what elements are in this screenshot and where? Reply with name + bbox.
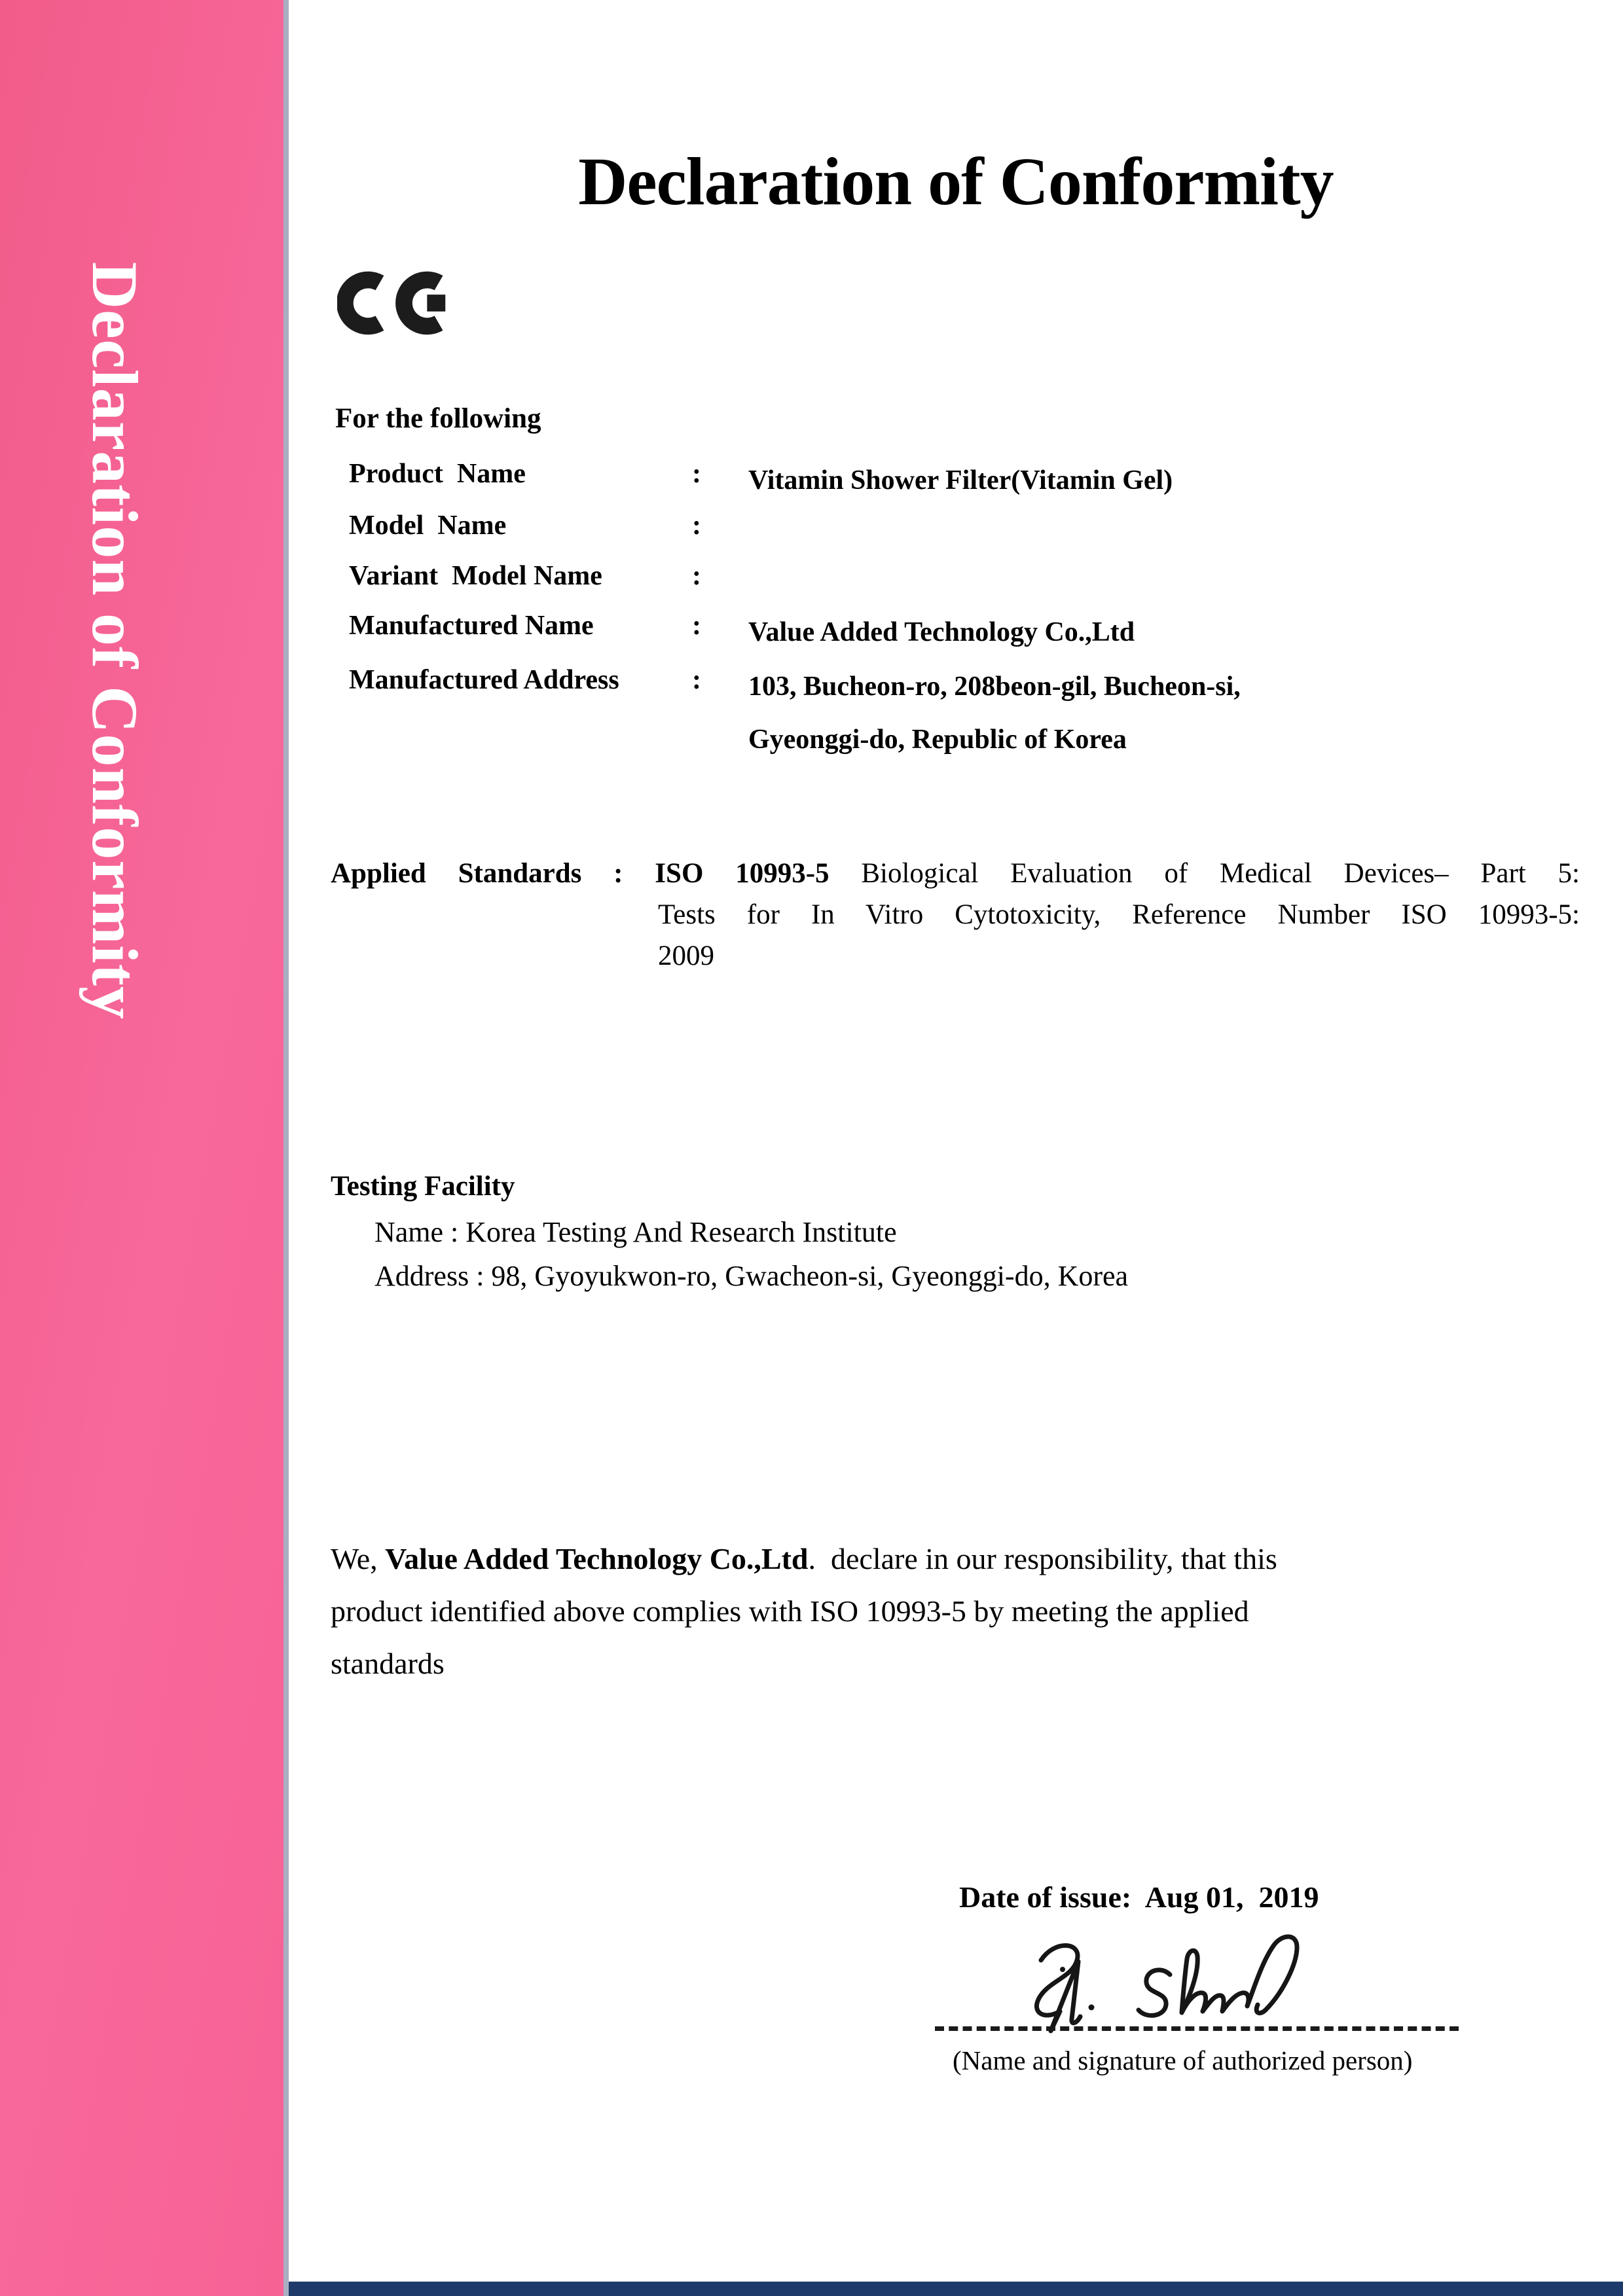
declaration-line2: product identified above complies with ISO 10993-5 by meeting the applied: [331, 1594, 1249, 1628]
applied-standards-bold: Applied Standards : ISO 10993-5: [331, 858, 830, 889]
field-row-model-name: [349, 510, 748, 541]
date-of-issue: Date of issue: Aug 01, 2019: [959, 1880, 1319, 1914]
field-label: Model Name: [349, 511, 507, 541]
page-title: Declaration of Conformity: [578, 144, 1334, 219]
declaration-line1-rest: . declare in our responsibility, that this: [808, 1542, 1277, 1575]
field-colon: :: [692, 561, 701, 591]
applied-standards-line2: Tests for In Vitro Cytotoxicity, Reference Number ISO 10993-5:: [658, 899, 1580, 930]
field-row-manufactured-address: [349, 664, 1241, 766]
signature-caption: (Name and signature of authorized person): [953, 2045, 1413, 2075]
field-value: Value Added Technology Co.,Ltd: [748, 617, 1135, 647]
sidebar-divider: [283, 0, 289, 2296]
field-label: Variant Model Name: [349, 561, 602, 591]
applied-standards-line1: [331, 853, 1580, 894]
field-value: [748, 660, 1241, 766]
sidebar-vertical-title: Declaration of Conformity: [79, 262, 151, 1020]
testing-facility-heading: Testing Facility: [331, 1171, 515, 1202]
field-value: Vitamin Shower Filter(Vitamin Gel): [748, 465, 1173, 495]
testing-facility-name-line: Name : Korea Testing And Research Institute: [374, 1216, 897, 1248]
declaration-line3: standards: [331, 1647, 445, 1680]
field-colon: :: [692, 511, 701, 541]
field-row-product-name: [349, 458, 1173, 507]
signature-line: [935, 2026, 1459, 2031]
field-value-line1: 103, Bucheon-ro, 208beon-gil, Bucheon-si,: [748, 672, 1241, 702]
applied-standards-paragraph: [331, 853, 1580, 977]
field-label: Manufactured Address: [349, 665, 619, 695]
signature-image: [979, 1928, 1359, 2042]
field-colon: :: [692, 665, 701, 695]
field-row-manufactured-name: [349, 610, 1135, 659]
testing-facility-address-line: Address : 98, Gyoyukwon-ro, Gwacheon-si, Gyeonggi-do, Korea: [374, 1260, 1129, 1292]
declaration-paragraph: [331, 1533, 1431, 1690]
field-colon: :: [692, 459, 701, 489]
ce-mark-icon: [337, 270, 472, 336]
field-value-line2: Gyeonggi-do, Republic of Korea: [748, 725, 1127, 755]
declaration-we: We,: [331, 1542, 386, 1575]
field-colon: :: [692, 611, 701, 641]
field-row-variant-model-name: [349, 560, 748, 592]
applied-standards-rest: Biological Evaluation of Medical Devices– Part 5:: [829, 858, 1580, 889]
intro-heading: For the following: [335, 403, 541, 434]
declaration-company-name: Value Added Technology Co.,Ltd: [385, 1542, 809, 1575]
footer-bar: [289, 2282, 1623, 2296]
applied-standards-line3: 2009: [658, 941, 714, 971]
field-label: Product Name: [349, 459, 526, 489]
field-label: Manufactured Name: [349, 611, 594, 641]
